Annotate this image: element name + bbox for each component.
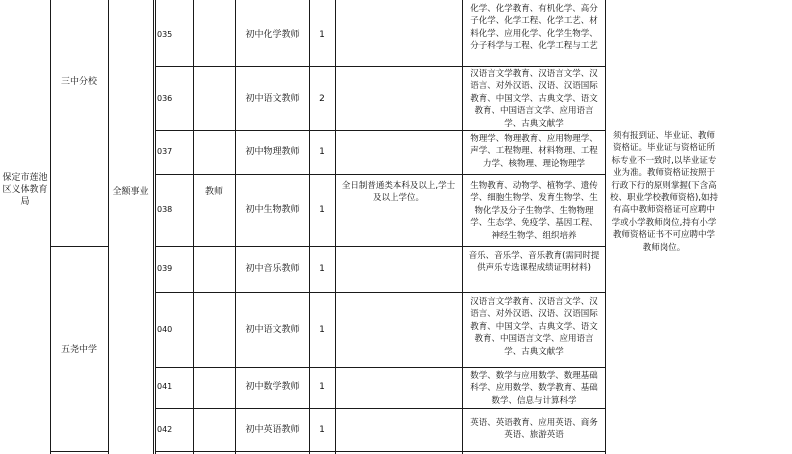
post-name: 初中生物教师 <box>245 205 300 215</box>
post-name: 初中语文教师 <box>245 325 300 335</box>
post-category-cell: 教师 <box>204 187 223 197</box>
major-requirement: 汉语言文学教育、汉语言文学、汉语言、对外汉语、汉语、汉语国际教育、中国文学、古典文学、语文教育、中国语言文学、应用语言学、古典文献学 <box>470 69 598 129</box>
post-code: 040 <box>157 325 173 334</box>
grid-line <box>155 408 605 409</box>
school-cell-a: 三中分校 <box>60 77 97 87</box>
grid-line <box>155 292 605 293</box>
grid-line <box>50 451 108 452</box>
grid-line <box>335 0 336 454</box>
post-name: 初中化学教师 <box>245 30 300 40</box>
post-name: 初中英语教师 <box>245 425 300 435</box>
grid-line <box>155 174 605 175</box>
post-code: 035 <box>157 30 173 39</box>
post-count: 1 <box>319 30 325 40</box>
post-code: 039 <box>157 264 173 273</box>
grid-line <box>155 451 605 452</box>
county-cell: 保定市莲池区义体教育局 <box>2 173 48 207</box>
major-requirement: 英语、英语教育、应用英语、商务英语、旅游英语 <box>470 418 598 441</box>
grid-line <box>155 246 605 247</box>
post-code: 042 <box>157 425 173 434</box>
education-requirement-cell: 全日制普通类本科及以上,学士及以上学位。 <box>341 181 456 203</box>
post-name: 初中语文教师 <box>245 94 300 104</box>
major-requirement: 音乐、音乐学、音乐教育(需同时提供声乐专选课程成绩证明材料) <box>468 251 600 274</box>
grid-line <box>108 0 109 454</box>
grid-line <box>153 0 154 454</box>
grid-line <box>155 367 605 368</box>
post-name: 初中数学教师 <box>245 382 300 392</box>
post-count: 1 <box>319 205 325 215</box>
post-count: 2 <box>319 94 325 104</box>
school-cell-b: 五尧中学 <box>60 345 97 355</box>
post-name: 初中音乐教师 <box>245 264 300 274</box>
unit-type-cell: 全额事业 <box>112 187 149 197</box>
post-code: 041 <box>157 382 173 391</box>
post-count: 1 <box>319 147 325 157</box>
grid-line <box>155 0 156 454</box>
post-count: 1 <box>319 382 325 392</box>
other-requirement-cell: 须有报到证、毕业证、教师资格证。毕业证与资格证所标专业不一致时,以毕业证专业为准。教师资格证按照于行政下行的原则掌握(下含高校、职业学校教师资格),如持有高中教师资格证可应聘中学或小学教师岗位,持有小学教师资格证书不可应聘中学教师岗位。 <box>609 131 719 253</box>
major-requirement: 物理学、物理教育、应用物理学、声学、工程物理、材料物理、工程力学、核物理、理论物理学 <box>470 134 598 169</box>
major-requirement: 化学、化学教育、有机化学、高分子化学、化学工程、化学工艺、材料化学、应用化学、化学生物学、分子科学与工程、化学工程与工艺 <box>470 4 598 52</box>
post-code: 036 <box>157 94 173 103</box>
grid-line <box>193 0 194 454</box>
post-name: 初中物理教师 <box>245 147 300 157</box>
grid-line <box>50 0 51 454</box>
major-requirement: 数学、数学与应用数学、数理基础科学、应用数学、数学教育、基础数学、信息与计算科学 <box>470 371 598 406</box>
grid-line <box>155 130 605 131</box>
post-code: 037 <box>157 147 173 156</box>
grid-line <box>50 246 108 247</box>
post-count: 1 <box>319 325 325 335</box>
post-count: 1 <box>319 425 325 435</box>
major-requirement: 汉语言文学教育、汉语言文学、汉语言、对外汉语、汉语、汉语国际教育、中国文学、古典文学、语文教育、中国语言文学、应用语言学、古典文献学 <box>470 297 598 357</box>
grid-line <box>155 66 605 67</box>
post-code: 038 <box>157 205 173 214</box>
major-requirement: 生物教育、动物学、植物学、遗传学、细胞生物学、发育生物学、生物化学及分子生物学、生物物理学、生态学、免疫学、基因工程、神经生物学、组织培养 <box>470 181 598 241</box>
post-count: 1 <box>319 264 325 274</box>
